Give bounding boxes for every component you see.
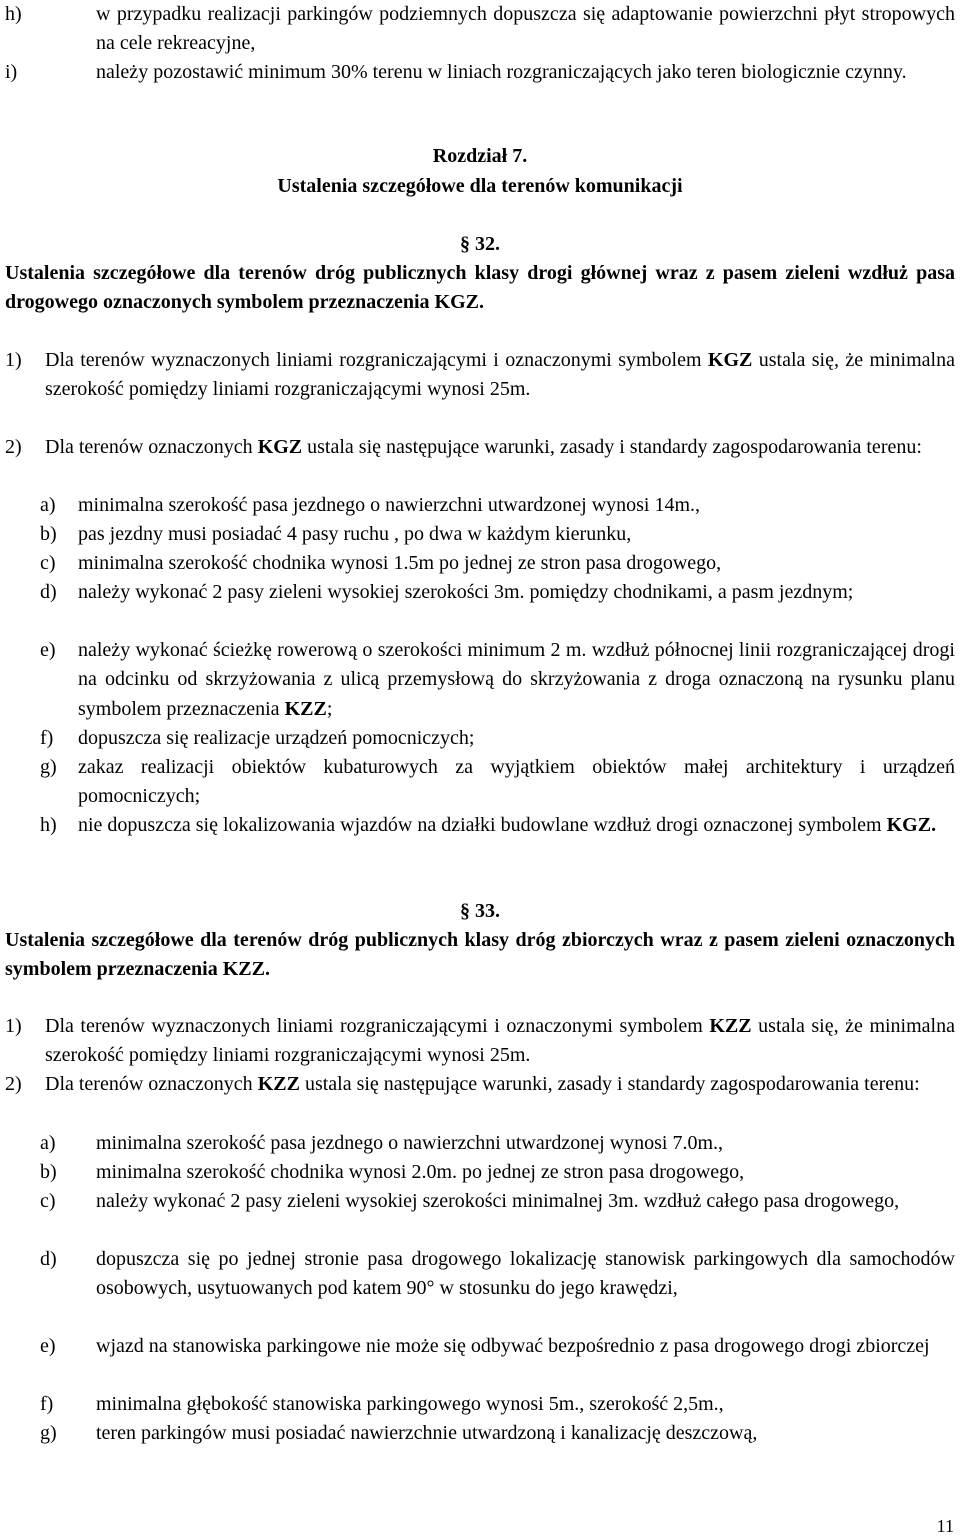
section-title: Ustalenia szczegółowe dla terenów dróg publicznych klasy dróg zbiorczych wraz z pasem zieleni oznaczonych symbolem przeznaczenia KZZ. (5, 929, 955, 981)
list-item-text: teren parkingów musi posiadać nawierzchnie utwardzoną i kanalizację deszczową, (96, 1422, 758, 1444)
list-item (40, 753, 955, 812)
list-item-text: minimalna szerokość pasa jezdnego o nawierzchni utwardzonej wynosi 14m., (78, 494, 701, 516)
list-marker: c) (40, 1190, 56, 1212)
list-marker: b) (40, 523, 57, 545)
list-item-text: wjazd na stanowiska parkingowe nie może się odbywać bezpośrednio z pasa drogowego drogi zbiorczej (96, 1335, 930, 1357)
list-marker: a) (40, 1132, 56, 1154)
list-item: e) należy wykonać ścieżkę rowerową o szerokości minimum 2 m. wzdłuż północnej linii rozgraniczającej drogi na odcinku od skrzyżowania z ulicą przemysłową do skrzyżowania z droga oznaczoną na rysunku planu symbolem przeznaczenia KZZ; (40, 636, 955, 724)
list-item (40, 1419, 955, 1448)
list-item-text: dopuszcza się po jednej stronie pasa drogowego lokalizację stanowisk parkingowych dla samochodów osobowych, usytuowanych pod katem 90° w stosunku do jego krawędzi, (96, 1248, 955, 1300)
list-marker: b) (40, 1161, 57, 1183)
zoning-symbol: KGZ (707, 349, 753, 371)
list-item (40, 1245, 955, 1304)
list-marker: e) (40, 639, 56, 661)
paragraph-marker: 1) (5, 1015, 22, 1037)
list-marker: f) (40, 727, 54, 749)
list-marker: h) (5, 3, 22, 25)
zoning-symbol: KZZ (709, 1015, 752, 1037)
list-marker: g) (40, 1422, 57, 1444)
paragraph-2: 2) Dla terenów oznaczonych KGZ ustala się następujące warunki, zasady i standardy zagospodarowania terenu: (5, 433, 955, 462)
list-item (40, 1187, 955, 1216)
paragraph-1: 1) Dla terenów wyznaczonych liniami rozgraniczającymi i oznaczonymi symbolem KGZ ustala się, że minimalna szerokość pomiędzy liniami rozgraniczającymi wynosi 25m. (5, 346, 955, 405)
list-item-text: minimalna głębokość stanowiska parkingowego wynosi 5m., szerokość 2,5m., (96, 1393, 724, 1415)
section-heading: § 32. (460, 233, 500, 255)
list-item-text: minimalna szerokość chodnika wynosi 1.5m po jednej ze stron pasa drogowego, (78, 552, 722, 574)
zoning-symbol: KGZ. (886, 814, 937, 836)
list-marker: h) (40, 814, 57, 836)
list-item-text: należy pozostawić minimum 30% terenu w liniach rozgraniczających jako teren biologicznie czynny. (96, 61, 907, 83)
list-item-text: zakaz realizacji obiektów kubaturowych za wyjątkiem obiektów małej architektury i urządzeń pomocniczych; (78, 756, 955, 808)
list-item (40, 1129, 955, 1158)
list-marker: g) (40, 756, 57, 778)
list-item-text: dopuszcza się realizacje urządzeń pomocniczych; (78, 727, 475, 749)
list-item-text: pas jezdny musi posiadać 4 pasy ruchu , po dwa w każdym kierunku, (78, 523, 632, 545)
list-item (5, 0, 955, 59)
chapter-title: Ustalenia szczegółowe dla terenów komunikacji (277, 175, 683, 197)
paragraph-marker: 2) (5, 1073, 22, 1095)
list-item (5, 58, 955, 87)
list-item (40, 491, 955, 520)
paragraph-1: 1) Dla terenów wyznaczonych liniami rozgraniczającymi i oznaczonymi symbolem KZZ ustala się, że minimalna szerokość pomiędzy liniami rozgraniczającymi wynosi 25m. (5, 1012, 955, 1071)
list-item-text: w przypadku realizacji parkingów podziemnych dopuszcza się adaptowanie powierzchni płyt stropowych na cele rekreacyjne, (96, 3, 955, 55)
list-marker: a) (40, 494, 56, 516)
chapter-number: Rozdział 7. (432, 145, 528, 167)
list-item (40, 578, 955, 607)
list-item-text: minimalna szerokość chodnika wynosi 2.0m. po jednej ze stron pasa drogowego, (96, 1161, 745, 1183)
paragraph-marker: 1) (5, 349, 22, 371)
zoning-symbol: KZZ (284, 697, 327, 720)
list-marker: i) (5, 61, 18, 83)
list-item-text: należy wykonać 2 pasy zieleni wysokiej szerokości minimalnej 3m. wzdłuż całego pasa drogowego, (96, 1190, 900, 1212)
list-item (40, 520, 955, 549)
paragraph-2: 2) Dla terenów oznaczonych KZZ ustala się następujące warunki, zasady i standardy zagospodarowania terenu: (5, 1070, 955, 1099)
list-marker: d) (40, 1248, 57, 1270)
list-marker: e) (40, 1335, 56, 1357)
list-item (40, 549, 955, 578)
list-item-text: należy wykonać 2 pasy zieleni wysokiej szerokości 3m. pomiędzy chodnikami, a pasm jezdnym; (78, 581, 854, 603)
list-marker: d) (40, 581, 57, 603)
list-item (40, 1332, 955, 1361)
list-item: h) nie dopuszcza się lokalizowania wjazdów na działki budowlane wzdłuż drogi oznaczonej symbolem KGZ. (40, 811, 955, 840)
list-marker: f) (40, 1393, 54, 1415)
section-heading: § 33. (460, 900, 500, 922)
list-item (40, 1158, 955, 1187)
list-item (40, 724, 955, 753)
section-title: Ustalenia szczegółowe dla terenów dróg publicznych klasy drogi głównej wraz z pasem zieleni wzdłuż pasa drogowego oznaczonych symbolem przeznaczenia KGZ. (5, 262, 955, 314)
paragraph-marker: 2) (5, 436, 22, 458)
list-item-text: minimalna szerokość pasa jezdnego o nawierzchni utwardzonej wynosi 7.0m., (96, 1132, 724, 1154)
list-marker: c) (40, 552, 56, 574)
page-number: 11 (936, 1516, 954, 1536)
zoning-symbol: KZZ (257, 1073, 300, 1095)
zoning-symbol: KGZ (257, 436, 303, 458)
list-item (40, 1390, 955, 1419)
